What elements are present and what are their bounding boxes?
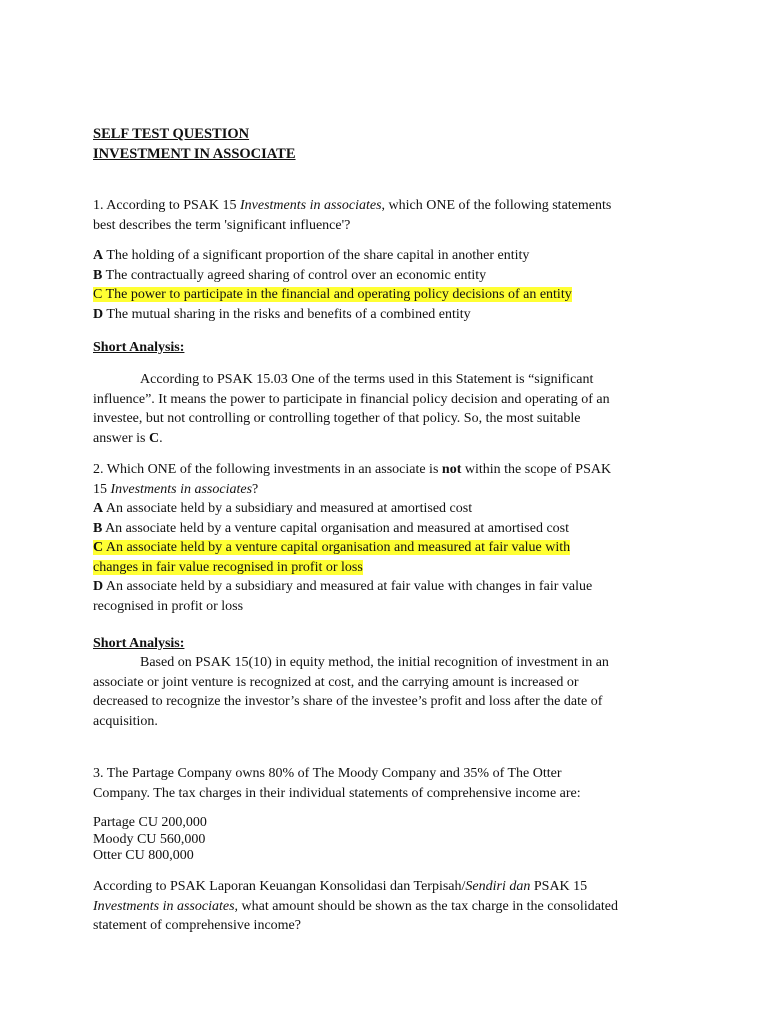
question-3-line-2: Company. The tax charges in their individual statements of comprehensive income are:: [93, 785, 581, 801]
q1-analysis-line-4: answer is C.: [93, 430, 163, 446]
question-1-line-1: 1. According to PSAK 15 Investments in associates, which ONE of the following statements: [93, 198, 612, 213]
document-title: [93, 124, 683, 164]
q2-analysis-line-3: decreased to recognize the investor’s share of the investee’s profit and loss after the date of: [93, 694, 603, 709]
q2-option-a: A An associate held by a subsidiary and measured at amortised cost: [93, 501, 473, 516]
q1-analysis-heading: Short Analysis:: [93, 340, 185, 355]
q2-option-c-line-2: changes in fair value recognised in profit or loss: [93, 559, 363, 575]
tax-charge-partage: Partage CU 200,000: [93, 815, 207, 830]
tax-charge-moody: Moody CU 560,000: [93, 831, 206, 847]
question-3-line-1: 3. The Partage Company owns 80% of The Moody Company and 35% of The Otter: [93, 766, 562, 781]
question-3-prompt: [93, 877, 683, 936]
q2-option-d-line-2: recognised in profit or loss: [93, 598, 244, 614]
question-3-prompt-line-3: statement of comprehensive income?: [93, 918, 301, 933]
q1-analysis: [93, 370, 683, 448]
q2-analysis-heading: Short Analysis:: [93, 636, 185, 651]
option-b: B The contractually agreed sharing of control over an economic entity: [93, 267, 487, 283]
question-2: [93, 460, 683, 616]
question-1-line-2: best describes the term 'significant influence'?: [93, 217, 351, 233]
q2-analysis: [93, 653, 683, 731]
q2-analysis-line-4: acquisition.: [93, 713, 158, 729]
q1-analysis-line-1: According to PSAK 15.03 One of the terms used in this Statement is “significant: [140, 372, 594, 387]
q2-option-b: B An associate held by a venture capital organisation and measured at amortised cost: [93, 520, 569, 536]
title-line-2: INVESTMENT IN ASSOCIATE: [93, 146, 296, 162]
q2-analysis-line-2: associate or joint venture is recognized at cost, and the carrying amount is increased or: [93, 674, 579, 690]
question-1-options: [93, 246, 683, 324]
question-3: [93, 764, 683, 803]
q2-option-c-correct: C An associate held by a venture capital organisation and measured at fair value with: [93, 540, 571, 555]
question-3-prompt-line-2: Investments in associates, what amount should be shown as the tax charge in the consolidated: [93, 898, 619, 914]
title-line-1: SELF TEST QUESTION: [93, 126, 250, 142]
question-1: [93, 196, 683, 235]
option-a: A The holding of a significant proportion of the share capital in another entity: [93, 248, 530, 263]
q1-analysis-line-3: investee, but not controlling or controlling together of that policy. So, the most suitable: [93, 411, 581, 426]
q2-analysis-line-1: Based on PSAK 15(10) in equity method, the initial recognition of investment in an: [140, 655, 609, 670]
q1-analysis-line-2: influence”. It means the power to participate in financial policy decision and operating of an: [93, 391, 610, 407]
tax-charges-list: [93, 815, 683, 865]
option-d: D The mutual sharing in the risks and benefits of a combined entity: [93, 306, 471, 322]
question-2-line-2: 15 Investments in associates?: [93, 481, 259, 497]
question-2-line-1: 2. Which ONE of the following investments in an associate is not within the scope of PSAK: [93, 462, 612, 477]
option-c-correct: C The power to participate in the financial and operating policy decisions of an entity: [93, 287, 572, 302]
tax-charge-otter: Otter CU 800,000: [93, 848, 194, 863]
q2-option-d: D An associate held by a subsidiary and measured at fair value with changes in fair value: [93, 579, 593, 594]
question-3-prompt-line-1: According to PSAK Laporan Keuangan Konsolidasi dan Terpisah/Sendiri dan PSAK 15: [93, 879, 588, 894]
